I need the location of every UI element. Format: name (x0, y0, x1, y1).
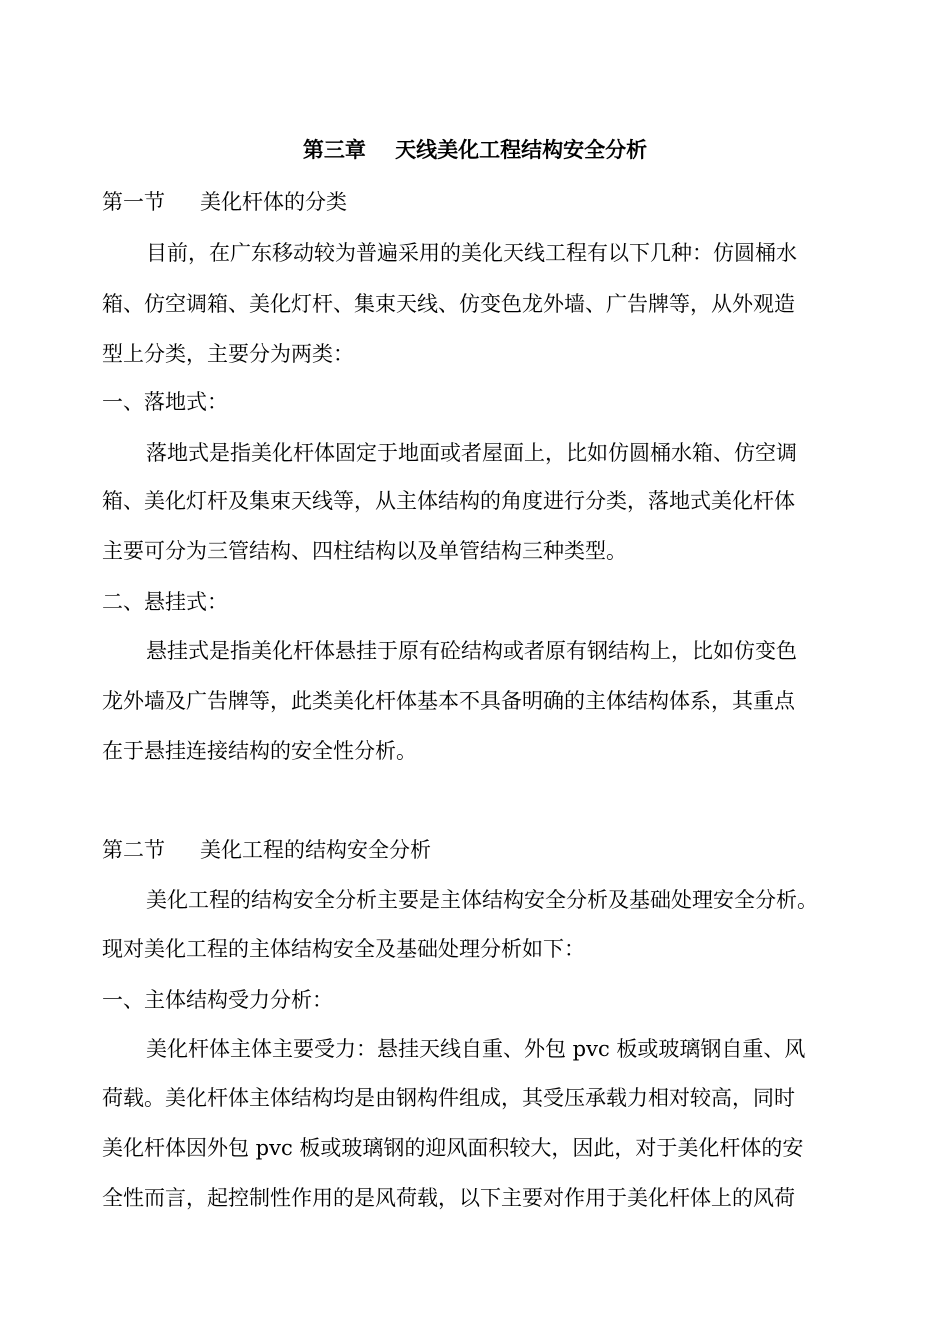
paragraph-line: 落地式是指美化杆体固定于地面或者屋面上，比如仿圆桶水箱、仿空调 (146, 441, 797, 465)
section-number: 第一节 (102, 190, 165, 214)
paragraph-line: 现对美化工程的主体结构安全及基础处理分析如下： (102, 937, 585, 961)
section-title: 美化工程的结构安全分析 (200, 838, 431, 862)
paragraph-line: 在于悬挂连接结构的安全性分析。 (102, 739, 417, 763)
paragraph-line: 目前，在广东移动较为普遍采用的美化天线工程有以下几种：仿圆桶水 (146, 241, 797, 265)
section-number: 第二节 (102, 838, 165, 862)
paragraph-line: 龙外墙及广告牌等，此类美化杆体基本不具备明确的主体结构体系，其重点 (102, 689, 795, 713)
paragraph-line: 悬挂式是指美化杆体悬挂于原有砼结构或者原有钢结构上，比如仿变色 (146, 639, 797, 663)
item-heading: 一、落地式： (102, 390, 228, 414)
section-heading-1 (102, 185, 862, 219)
item-heading: 二、悬挂式： (102, 590, 228, 614)
paragraph-line: 型上分类，主要分为两类： (102, 342, 354, 366)
chapter-title: 第三章 天线美化工程结构安全分析 (302, 138, 648, 162)
paragraph-line: 全性而言，起控制性作用的是风荷载，以下主要对作用于美化杆体上的风荷 (102, 1186, 795, 1210)
paragraph-line: 美化杆体主体主要受力：悬挂天线自重、外包 pvc 板或玻璃钢自重、风 (146, 1037, 806, 1061)
paragraph-line: 美化杆体因外包 pvc 板或玻璃钢的迎风面积较大，因此，对于美化杆体的安 (102, 1136, 804, 1160)
paragraph-line: 箱、仿空调箱、美化灯杆、集束天线、仿变色龙外墙、广告牌等，从外观造 (102, 292, 795, 316)
paragraph-line: 荷载。美化杆体主体结构均是由钢构件组成，其受压承载力相对较高，同时 (102, 1086, 795, 1110)
item-heading: 一、主体结构受力分析： (102, 988, 333, 1012)
paragraph-line: 美化工程的结构安全分析主要是主体结构安全分析及基础处理安全分析。 (146, 888, 818, 912)
paragraph-line: 主要可分为三管结构、四柱结构以及单管结构三种类型。 (102, 539, 627, 563)
paragraph-line: 箱、美化灯杆及集束天线等，从主体结构的角度进行分类，落地式美化杆体 (102, 489, 795, 513)
section-heading-2 (102, 833, 862, 867)
section-title: 美化杆体的分类 (200, 190, 347, 214)
